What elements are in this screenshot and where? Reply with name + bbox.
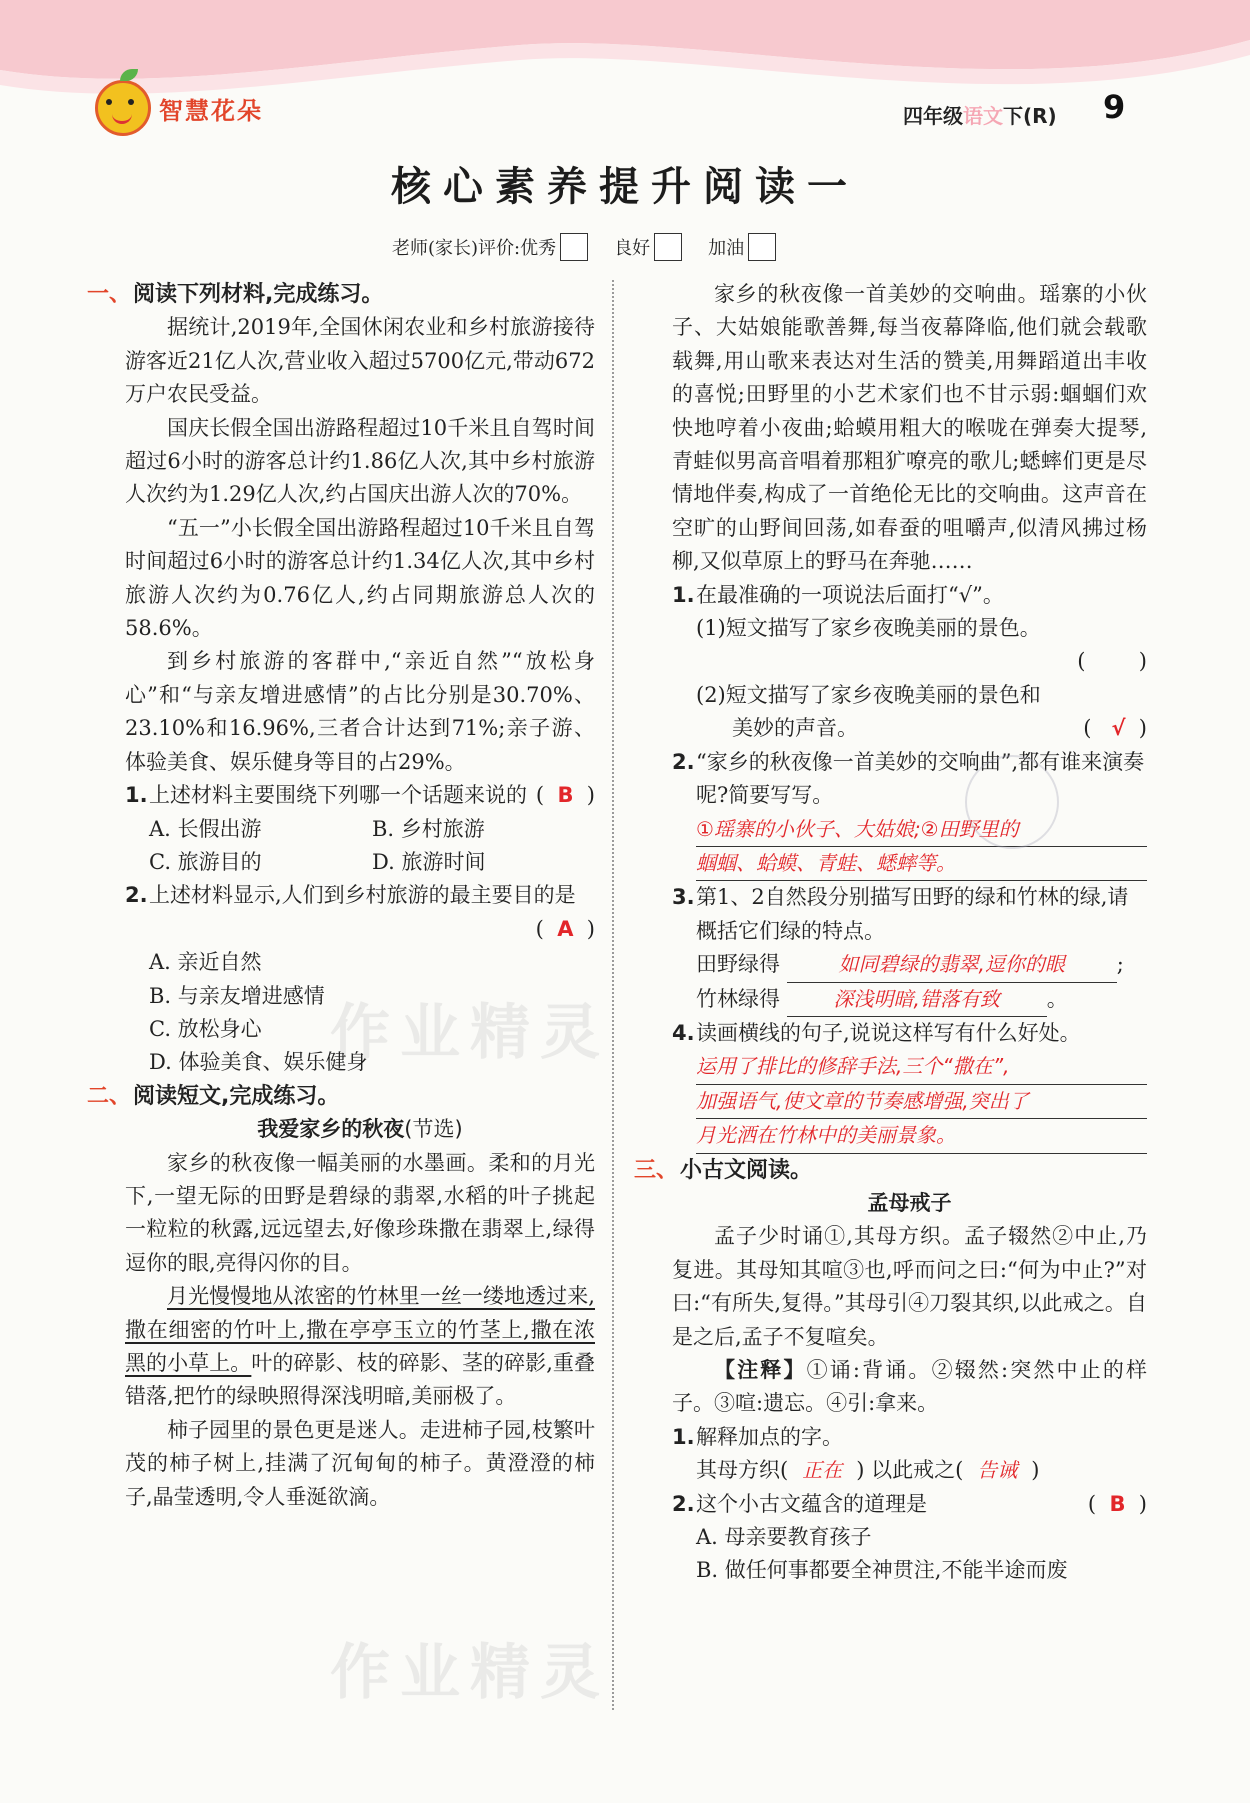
option-d[interactable]: D. 体验美食、娱乐健身	[149, 1050, 368, 1075]
stamp-icon	[965, 755, 1059, 849]
s1-paragraph-3: “五一”小长假全国出游路程超过10千米且自驾时间超过6小时的游客总计约1.34亿人次,其中乡村旅游人次约为0.76亿人,约占同期旅游总人次的58.6%。	[125, 515, 595, 641]
s1-q1-options-row1	[149, 813, 595, 846]
option-a[interactable]: A. 母亲要教育孩子	[696, 1525, 872, 1550]
s2-q1-option-2: (2)短文描写了家乡夜晚美丽的景色和	[696, 682, 1041, 707]
s2-q1-option-1: (1)短文描写了家乡夜晚美丽的景色。	[696, 616, 1041, 641]
grade-label: 四年级语文下(R)	[903, 104, 1057, 128]
annotation: 【注释】①诵:背诵。②辍然:突然中止的样子。③喧:遗忘。④引:拿来。	[672, 1358, 1148, 1416]
option-c[interactable]: C. 放松身心	[149, 1016, 262, 1041]
s2-q4-answer-line-3[interactable]: 月光洒在竹林中的美丽景象。	[696, 1119, 1147, 1153]
page-title: 核心素养提升阅读一	[391, 164, 859, 210]
face-icon	[95, 80, 151, 136]
field-green-answer[interactable]: 如同碧绿的翡翠,逗你的眼	[787, 948, 1117, 982]
brand-name: 智慧花朵	[159, 96, 263, 125]
s2-q4-answer-line-1[interactable]: 运用了排比的修辞手法,三个“撒在”,	[696, 1050, 1147, 1084]
evaluation-row: 老师(家长)评价:优秀 良好 加油	[392, 233, 798, 261]
s2-question-3: 3. 第1、2自然段分别描写田野的绿和竹林的绿,请概括它们绿的特点。	[672, 885, 1129, 943]
field-green-row: 田野绿得 如同碧绿的翡翠,逗你的眼 ;	[696, 948, 1147, 982]
s3-q1-answers: 其母方织( 正在 ) 以此戒之( 告诫 )	[696, 1458, 1040, 1483]
excellent-checkbox[interactable]	[560, 233, 588, 261]
section-3-heading: 三、 小古文阅读。	[634, 1157, 813, 1183]
s2-paragraph-2: 月光慢慢地从浓密的竹林里一丝一缕地透过来,撒在细密的竹叶上,撒在亭亭玉立的竹茎上,撒在浓黑的小草上。叶的碎影、枝的碎影、茎的碎影,重叠错落,把竹的绿映照得深浅明暗,美丽极了。	[125, 1284, 595, 1409]
s1-q2-answer[interactable]: A	[557, 916, 574, 941]
s1-question-1: 1. 上述材料主要围绕下列哪一个话题来说的 ( B )	[125, 783, 595, 808]
s2-question-1: 1. 在最准确的一项说法后面打“√”。	[672, 582, 1004, 607]
s1-q1-options-row2	[149, 846, 595, 879]
s3-q1-answer-1[interactable]: 正在	[802, 1458, 843, 1483]
option-b[interactable]: B. 与亲友增进感情	[149, 983, 325, 1008]
option-b[interactable]: B. 做任何事都要全神贯注,不能半途而废	[696, 1558, 1068, 1583]
column-divider	[612, 280, 614, 1710]
s2-question-4: 4. 读画横线的句子,说说这样写有什么好处。	[672, 1020, 1081, 1045]
option-d[interactable]: D. 旅游时间	[372, 849, 486, 874]
watermark: 作业精灵	[330, 1638, 610, 1708]
brand-logo	[95, 80, 263, 136]
underlined-sentence: 月光慢慢地从浓密的竹林里一丝一缕地透过来,撒在细密的竹叶上,撒在亭亭玉立的竹茎上,撒在浓黑的小草上。	[125, 1284, 595, 1375]
s1-q1-answer[interactable]: B	[557, 783, 574, 808]
option-b[interactable]: B. 乡村旅游	[372, 816, 485, 841]
s2-paragraph-4: 家乡的秋夜像一首美妙的交响曲。瑶寨的小伙子、大姑娘能歌善舞,每当夜幕降临,他们就会载歌载舞,用山歌来表达对生活的赞美,用舞蹈道出丰收的喜悦;田野里的小艺术家们也不甘示弱:蝈蝈们欢快地哼着小夜曲;蛤蟆用粗大的喉咙在弹奏大提琴,青蛙似男高音唱着那粗犷嘹亮的歌儿;蟋蟀们更是尽情地伴奏,构成了一首绝伦无比的交响曲。这声音在空旷的山野间回荡,如春蚕的咀嚼声,似清风拂过杨柳,又似草原上的野马在奔驰……	[672, 282, 1147, 574]
section-2-heading: 二、 阅读短文,完成练习。	[87, 1083, 340, 1109]
s3-question-1: 1. 解释加点的字。	[672, 1424, 843, 1449]
try-checkbox[interactable]	[748, 233, 776, 261]
s1-paragraph-1: 据统计,2019年,全国休闲农业和乡村旅游接待游客近21亿人次,营业收入超过5700亿元,带动672万户农民受益。	[125, 315, 595, 407]
article-title: 我爱家乡的秋夜(节选)	[257, 1117, 463, 1142]
option-a[interactable]: A. 亲近自然	[149, 950, 262, 975]
section-1-heading: 一、 阅读下列材料,完成练习。	[87, 282, 384, 307]
s3-q2-answer[interactable]: B	[1109, 1491, 1126, 1516]
page-number: 9	[1103, 88, 1126, 126]
s2-paragraph-3: 柿子园里的景色更是迷人。走进柿子园,枝繁叶茂的柿子树上,挂满了沉甸甸的柿子。黄澄澄的柿子,晶莹透明,令人垂涎欲滴。	[125, 1417, 595, 1509]
s3-question-2: 2. 这个小古文蕴含的道理是 ( B )	[672, 1491, 1147, 1516]
bamboo-green-row: 竹林绿得 深浅明暗,错落有致 。	[696, 983, 1147, 1017]
classical-title: 孟母戒子	[867, 1190, 952, 1215]
s2-q2-answer-line-2[interactable]: 蝈蝈、蛤蟆、青蛙、蟋蟀等。	[696, 847, 1147, 881]
bamboo-green-answer[interactable]: 深浅明暗,错落有致	[787, 983, 1047, 1017]
classical-text: 孟子少时诵①,其母方织。孟子辍然②中止,乃复进。其母知其喧③也,呼而问之曰:“何为中止?”对曰:“有所失,复得。”其母引④刀裂其织,以此戒之。自是之后,孟子不复喧矣。	[672, 1224, 1147, 1349]
s2-q2-answer-line-1[interactable]: ①瑶寨的小伙子、大姑娘;②田野里的	[696, 813, 1147, 847]
s1-paragraph-2: 国庆长假全国出游路程超过10千米且自驾时间超过6小时的游客总计约1.86亿人次,其中乡村旅游人次约为1.29亿人次,约占国庆出游人次的70%。	[125, 415, 595, 507]
watermark: 作业精灵	[330, 998, 610, 1068]
s2-paragraph-1: 家乡的秋夜像一幅美丽的水墨画。柔和的月光下,一望无际的田野是碧绿的翡翠,水稻的叶子挑起一粒粒的秋露,远远望去,好像珍珠撒在翡翠上,绿得逗你的眼,亮得闪你的目。	[125, 1150, 595, 1275]
option-a[interactable]: A. 长假出游	[149, 816, 262, 841]
left-column	[87, 278, 595, 1514]
option-c[interactable]: C. 旅游目的	[149, 849, 262, 874]
s2-question-2: 2. “家乡的秋夜像一首美妙的交响曲”,都有谁来演奏呢?简要写写。	[672, 749, 1145, 808]
s3-q1-answer-2[interactable]: 告诫	[977, 1458, 1018, 1483]
good-checkbox[interactable]	[654, 233, 682, 261]
s2-q4-answer-line-2[interactable]: 加强语气,使文章的节奏感增强,突出了	[696, 1085, 1147, 1119]
checkmark-answer[interactable]: √	[1111, 716, 1126, 741]
right-column: 家乡的秋夜像一首美妙的交响曲。瑶寨的小伙子、大姑娘能歌善舞,每当夜幕降临,他们就会载歌载舞,用山歌来表达对生活的赞美,用舞蹈道出丰收的喜悦;田野里的小艺术家们也不甘示弱:蝈蝈们欢快地哼着小夜曲;蛤蟆用粗大的喉咙在弹奏大提琴,青蛙似男高音唱着那粗犷嘹亮的歌儿;蟋蟀们更是尽情地伴奏,构成了一首绝伦无比的交响曲。这声音在空旷的山野间回荡,如春蚕的咀嚼声,似清风拂过杨柳,又似草原上的野马在奔驰…… 1. 在最准确的一项说法后面打“√”。 (1)短文描写了家乡夜晚美丽的景色。 ( ) (2)短文描写了家乡夜晚美丽的景色和 美妙的声音。 ( √ ) 2. “家乡的秋夜像一首美妙的交响曲”,都有谁来演奏呢?简要写写。 ①瑶寨的小伙子、大姑娘;②田野里的 蝈蝈、蛤蟆、青蛙、蟋蟀等。 3. 第1、2自然段分别描写田野的绿和竹林的绿,请概括它们绿的特点。 田野绿得 如同碧绿的翡翠,逗你的眼 ; 竹林绿得 深浅明暗,错落有致 。 4. 读画横线的句子,说说这样写有什么好处。 运用了排比的修辞手法,三个“撒在”, 加强语气,使文章的节奏感增强,突出了 月光洒在竹林中的美丽景象。 三、 小古文阅读。 孟母戒子 孟子少时诵①,其母方织。孟子辍然②中止,乃复进。其母知其喧③也,呼而问之曰:“何为中止?”对曰:“有所失,复得。”其母引④刀裂其织,以此戒之。自是之后,孟子不复喧矣。 【注释】①诵:背诵。②辍然:突然中止的样子。③喧:遗忘。④引:拿来。 1. 解释加点的字。 其母方织( 正在 ) 以此戒之( 告诫 ) 2. 这个小古文蕴含的道理是 ( B ) A. 母亲要教育孩子 B. 做任何事都要全神贯注,不能半途而废	[672, 278, 1147, 1588]
s1-question-2: 2. 上述材料显示,人们到乡村旅游的最主要目的是 ( A )	[125, 883, 595, 941]
s1-paragraph-4: 到乡村旅游的客群中,“亲近自然”“放松身心”和“与亲友增进感情”的占比分别是30.70%、23.10%和16.96%,三者合计达到71%;亲子游、体验美食、娱乐健身等目的占29%。	[125, 649, 595, 774]
